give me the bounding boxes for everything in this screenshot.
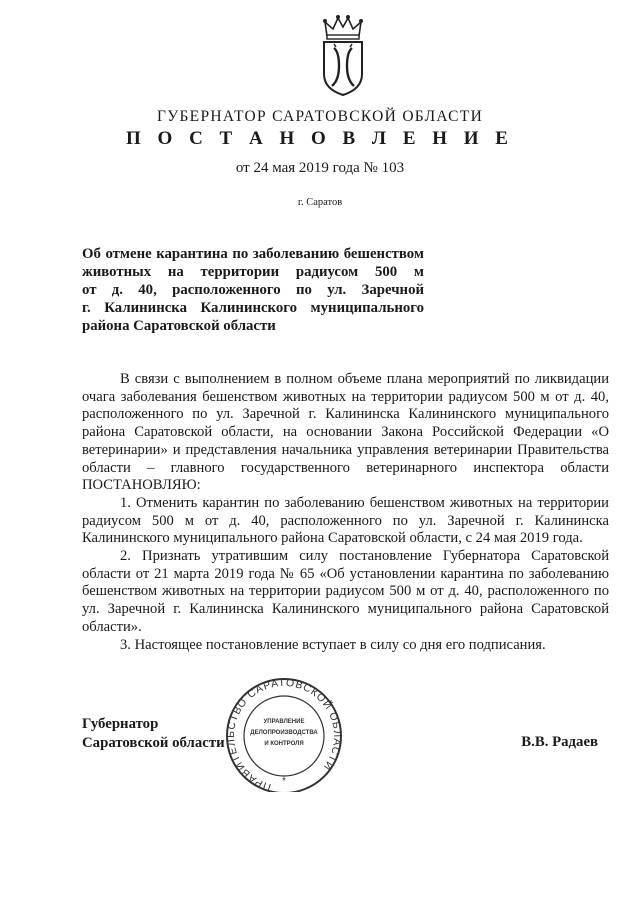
document-city: г. Саратов — [297, 197, 343, 208]
stamp-star-icon: * — [282, 776, 286, 787]
body-paragraph: В связи с выполнением в полном объеме плана мероприятий по ликвидации очага заболевания бешенством животных на территории радиусом 500 м от д. 40, расположенного по ул. Заречной г. Калининска Калининского муниципального района Саратовской области, на основании Закона Российской Федерации «О ветеринарии» и представления начальника управления ветеринарии Правительства области – главного государственного ветеринарного инспектора области ПОСТАНОВЛЯЮ: — [82, 371, 609, 494]
issuer-title: ГУБЕРНАТОР САРАТОВСКОЙ ОБЛАСТИ — [156, 108, 484, 125]
subject-line: г. Калининска Калининского муниципального — [82, 300, 424, 316]
subject-line: Об отмене карантина по заболеванию бешенством — [82, 246, 424, 262]
signatory-title-line1: Губернатор — [82, 716, 159, 732]
stamp-outer-text: ПРАВИТЕЛЬСТВО САРАТОВСКОЙ ОБЛАСТИ — [224, 676, 344, 792]
document-body — [82, 371, 609, 654]
document-subject — [82, 245, 424, 335]
stamp-inner-line: ДЕЛОПРОИЗВОДСТВА — [250, 730, 318, 736]
subject-line: от д. 40, расположенного по ул. Заречной — [82, 282, 424, 298]
document-date-number: от 24 мая 2019 года № 103 — [235, 160, 405, 176]
document-type: П О С Т А Н О В Л Е Н И Е — [126, 128, 514, 149]
stamp-inner-line: И КОНТРОЛЯ — [264, 741, 304, 747]
body-paragraph: 3. Настоящее постановление вступает в силу со дня его подписания. — [120, 636, 546, 653]
subject-line: района Саратовской области — [82, 318, 276, 334]
body-paragraph: 1. Отменить карантин по заболеванию бешенством животных на территории радиусом 500 м от д. 40, расположенного по ул. Заречной г. Калининска Калининского муниципального района Саратовской области, с 24 мая 2019 года. — [82, 494, 609, 547]
signatory-name: В.В. Радаев — [521, 734, 598, 750]
body-paragraph: 2. Признать утратившим силу постановление Губернатора Саратовской области от 21 марта 2019 года № 65 «Об установлении карантина по заболеванию бешенством животных на территории радиусом 500 м от д. 40, расположенного по ул. Заречной г. Калининска Калининского муниципального района Саратовской области». — [82, 548, 609, 635]
coat-of-arms-icon — [317, 14, 369, 98]
signatory-title — [82, 715, 225, 753]
stamp-inner-line: УПРАВЛЕНИЕ — [263, 719, 305, 725]
signatory-title-line2: Саратовской области — [82, 735, 225, 751]
subject-line: животных на территории радиусом 500 м — [82, 264, 424, 280]
official-stamp — [214, 672, 354, 792]
